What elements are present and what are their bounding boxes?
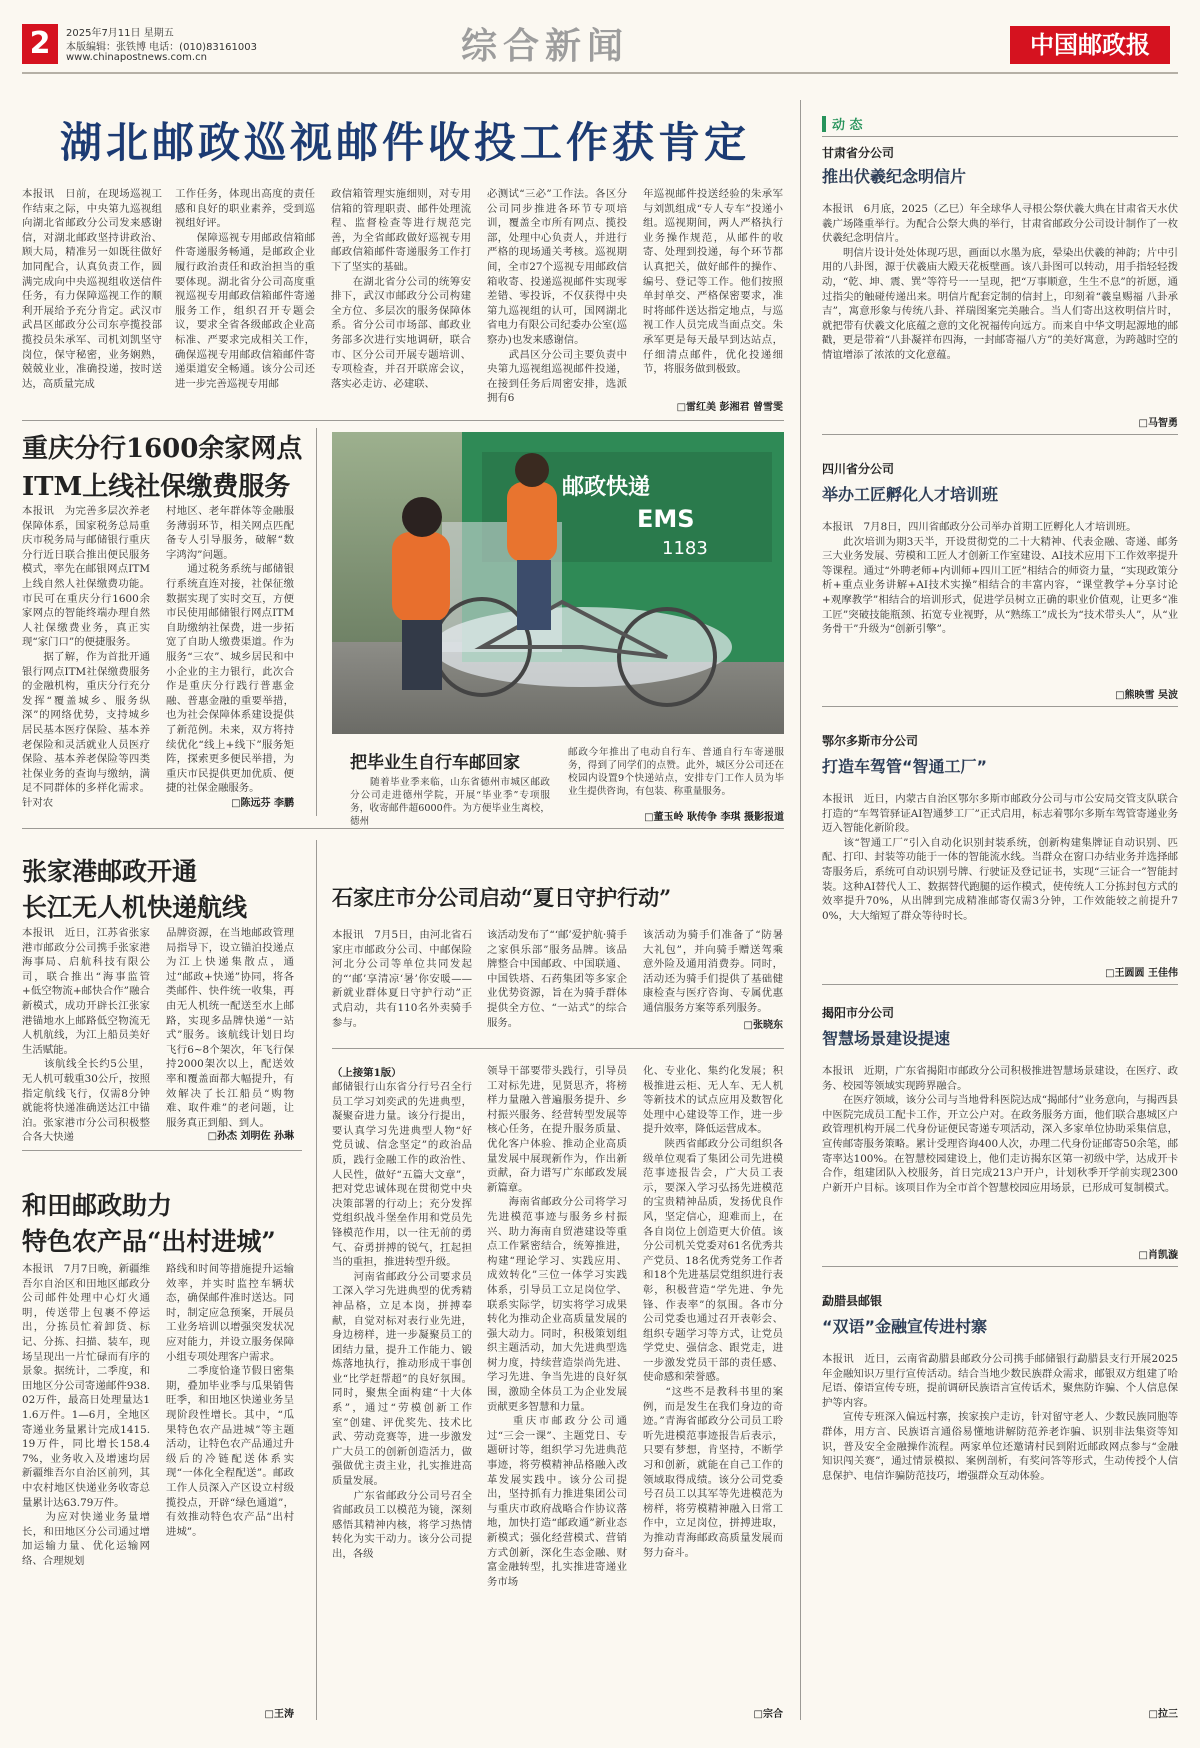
sidebar-item-1-title: 推出伏羲纪念明信片	[822, 167, 967, 186]
page-number: 2	[22, 24, 58, 64]
sjz-col-2: 该活动发布了“‘邮’爱护航·骑手之家俱乐部”服务品牌。该品牌整合中国邮政、中国联通、中国铁塔、石药集团等多家企业优势资源，旨在为骑手群体提供全方位、“一站式”的综合服务。	[487, 929, 627, 1029]
hetian-col-2: 路线和时间等措施提升运输效率，并实时监控车辆状态，确保邮件准时送达。同时，制定应急预案，开展员工业务培训以增强突发状况应对能力，并设立服务保障小组专项处理客户需求。 二季度恰逢节假日密集期，叠加毕业季与瓜果销售旺季，和田地区快递业务呈现阶段性增长。其中，“瓜果特色农产品进城”等主题活动，让特色农产品通过升级后的冷链配送体系实现“一体化全程配送”。邮政工作人员深入产区设立村级揽投点，开辟“绿色通道”，有效推动特色农产品“出村进城”。	[166, 1263, 294, 1538]
sjz-col-1: 本报讯 7月5日，由河北省石家庄市邮政分公司、中邮保险河北分公司等单位共同发起的“‘邮’享清凉‘暑’你安暖——新就业群体夏日守护行动”正式启动，共有110名外卖骑手参与。	[332, 929, 472, 1029]
chongqing-byline: □陈远芬 李鹏	[231, 798, 294, 809]
sidebar-item-4-byline: □肖凯漩	[1138, 1250, 1178, 1261]
chongqing-col-1: 本报讯 为完善多层次养老保障体系，国家税务总局重庆市税务局与邮储银行重庆分行近日联合推出便民服务模式，率先在邮银网点ITM上线自然人社保缴费功能。市民可在重庆分行1600余家网点的智能终端办理自然人社保缴费业务，真正实现“家门口”的便捷服务。 据了解，作为首批开通银行网点ITM社保缴费服务的金融机构，重庆分行充分发挥“覆盖城乡、服务纵深”的网络优势，支持城乡居民基本医疗保险、基本养老保险和灵活就业人员医疗保险、基本养老保险等四类社保业务的查询与缴纳，满足不同群体的多样化需求。针对农	[22, 505, 150, 809]
chongqing-headline-1: 重庆分行1600余家网点	[22, 434, 303, 464]
lead-headline: 湖北邮政巡视邮件收投工作获肯定	[60, 118, 751, 167]
zjg-col-1: 本报讯 近日，江苏省张家港市邮政分公司携手张家港海事局、启航科技有限公司，联合推出“海事监管+低空物流+邮快合作”融合新模式，成功开辟长江张家港锚地水上邮路低空物流无人机航线，为江上船员美好生活赋能。 该航线全长约5公里，无人机可载重30公斤，按照指定航线飞行，仅需8分钟就能将快递准确送达江中锚泊。张家港市分公司积极整合各大快递	[22, 927, 150, 1144]
photo-sign-3: 1183	[662, 538, 708, 559]
continued-byline: □宗合	[753, 1709, 783, 1720]
sidebar-item-1-city: 甘肃省分公司	[822, 146, 895, 160]
lead-col-1: 本报讯 日前，在现场巡视工作结束之际，中央第九巡视组向湖北省邮政分公司发来感谢信，对湖北邮政坚持讲政治、顾大局，精准另一如既往做好加同配合，认真负责工作，圆满完成向中央巡视组收送信件任务，有力保障巡视工作的顺利开展给予充分肯定。武汉市武昌区邮政分公司东亭揽投部揽投员朱承军、司机刘凯坚守岗位，保守秘密，业务娴熟，兢兢业业，准确投递，按时送达，高质量完成	[22, 188, 162, 390]
photo-caption-text: 随着毕业季来临，山东省德州市城区邮政分公司走进德州学院，开展“毕业季”专项服务，收寄邮件超6000件。为方便毕业生离校，德州	[350, 777, 550, 827]
zjg-headline-2: 长江无人机快递航线	[22, 893, 248, 922]
zjg-headline-1: 张家港邮政开通	[22, 857, 198, 886]
continued-col-2: 领导干部要带头践行，引导员工对标先进，见贤思齐，将榜样力量融入普遍服务提升、乡村振兴服务、经营转型发展等核心任务，在提升服务质量、优化客户体验、推动企业高质量发展中展现新作为，作出新贡献，奋力谱写广东邮政发展新篇章。 海南省邮政分公司将学习先进模范事迹与服务乡村振兴、助力海南自贸港建设等重点工作紧密结合，统筹推进，构建“理论学习、实践应用、成效转化”三位一体学习实践体系，引导员工立足岗位学、联系实际学，切实将学习成果转化为推动企业高质量发展的强大动力。同时，积极策划组织主题活动，加大先进典型选树力度，持续营造崇尚先进、学习先进、争当先进的良好氛围，激励全体员工为企业发展贡献更多智慧和力量。 重庆市邮政分公司通过“三会一课”、主题党日、专题研讨等，组织学习先进典范事迹，将劳模精神品格融入改革发展实践中。该分公司提出，坚持抓有力推进集团公司与重庆市政府战略合作协议落地，加快打造“邮政通”新业态新模式；强化经营模式、营销方式创新，深化生态金融、财富金融转型，扎实推进寄递业务市场	[487, 1065, 627, 1588]
lead-byline: □雷红美 彭湘君 曾雪雯	[676, 402, 783, 413]
zjg-col-2: 品牌资源，在当地邮政管理局指导下，设立锚泊投递点为江上快递集散点，通过“邮政+快递”协同，将各类邮件、快件统一收集，再由无人机统一配送至水上邮路，实现多品牌快递“一站式”服务。该航线计划日均飞行6~8个架次，年飞行保持2000架次以上，配送效率和覆盖面都大幅提升，有效解决了长江船员“购物难、取件难”的老问题，让服务真正到船、到人。	[166, 927, 294, 1129]
sidebar-item-2-title: 举办工匠孵化人才培训班	[822, 485, 999, 504]
website[interactable]: www.chinapostnews.com.cn	[66, 52, 207, 63]
photo-caption-text-2: 邮政今年推出了电动自行车、普通自行车寄递服务，得到了同学们的点赞。此外，城区分公司还在校园内设置9个快递站点，安排专门工作人员为毕业生提供咨询，有包装、称重量服务。	[568, 747, 784, 797]
photo-sign-1: 邮政快递	[562, 475, 651, 500]
sidebar-item-5-title: “双语”金融宣传进村寨	[822, 1317, 988, 1336]
sjz-headline: 石家庄市分公司启动“夏日守护行动”	[332, 885, 672, 910]
hetian-col-1: 本报讯 7月7日晚，新疆维吾尔自治区和田地区邮政分公司邮件处理中心灯火通明，传送带上包裹不停运出，分拣员忙着卸货、标记、分拣、扫描、装车，现场呈现出一片忙碌而有序的景象。据统计，二季度，和田地区分公司寄递邮件938.02万件，最高日处理量达11.6万件。1—6月，全地区寄递业务量累计完成1415.19万件，同比增长158.47%，业务收入及增速均居新疆维吾尔自治区前列，其中农村地区快递业务收寄总量累计达63.79万件。 为应对快递业务量增长，和田地区分公司通过增加运输力量、优化运输网络、合理规划	[22, 1263, 150, 1567]
sjz-byline: □张晓东	[743, 1020, 783, 1031]
sidebar-item-5-byline: □拉三	[1148, 1709, 1178, 1720]
sidebar-item-1-text: 本报讯 6月底，2025（乙巳）年全球华人寻根公祭伏羲大典在甘肃省天水伏羲广场隆重举行。为配合公祭大典的举行，甘肃省邮政分公司设计制作了一枚伏羲纪念明信片。 明信片设计处处体现巧思，画面以水墨为底，晕染出伏羲的神韵；片中引用的八卦图，源于伏羲庙大殿天花板壁画。该八卦图可以转动，用手指轻轻拨动，“乾、坤、震、巽”等符号一一呈现，把“万事顺意，生生不息”的祈愿，通过指尖的触碰传递出来。明信片配套定制的信封上，印刻着“羲皇赐福 八卦承吉”，寓意形象与传统八卦、祥瑞图案完美融合。当人们寄出这枚明信片时，就把带有伏羲文化底蕴之意的文化祝福传向远方。而来自中华文明起源地的邮戳，更是带着“八卦凝祥布四海，一封邮寄福八方”的美好寓意，为跨越时空的情谊增添了浓浓的文化意蕴。	[822, 203, 1178, 361]
lead-col-4: 必测试“三必”工作法。各区分公司同步推进各环节专项培训，覆盖全市所有网点、揽投部，处理中心负责人，并进行严格的现场通关考核。巡视期间，全市27个巡视专用邮政信箱收寄、投递巡视邮件实现零差错、零投诉，不仅获得中央第九巡视组的认可，国网湖北省电力有限公司纪委办公室(巡察办)也发来感谢信。 武昌区分公司主要负责中央第九巡视组巡视邮件投递，在接到任务后周密安排，选派拥有6	[487, 188, 627, 405]
sidebar-item-2-byline: □熊映雪 吴波	[1115, 690, 1178, 701]
hetian-headline-1: 和田邮政助力	[22, 1191, 173, 1220]
sidebar-item-4-text: 本报讯 近期，广东省揭阳市邮政分公司积极推进智慧场景建设，在医疗、政务、校园等领域实现跨界融合。 在医疗领域，该分公司与当地骨科医院达成“揭邮付”业务意向，与揭西县中医院完成员工配卡工作，开立公户对。在政务服务方面，他们联合惠城区户政管理机构开展二代身份证便民寄递专项活动，深入多家单位协助采集信息，宣传邮寄服务策略。累计受理咨询400人次，办理二代身份证邮寄50余笔，邮寄率达100%。在智慧校园建设上，他们走访揭东区第一初级中学，达成开卡合作，组建团队入校服务，首日完成213户开户，计划秋季开学前实现2300户新开户目标。该项目作为全市首个智慧校园应用场景，已形成可复制模式。	[822, 1065, 1178, 1194]
sjz-col-3: 该活动为骑手们准备了“防暑大礼包”，并向骑手赠送驾乘意外险及通用消费券。同时，活动还为骑手们提供了基础健康检查与医疗咨询、专属优惠通信服务方案等系列服务。	[643, 929, 783, 1014]
chongqing-headline-2: ITM上线社保缴费服务	[22, 472, 291, 502]
sidebar-label: 动 态	[832, 118, 863, 133]
sidebar-item-3-text: 本报讯 近日，内蒙古自治区鄂尔多斯市邮政分公司与市公安局交管支队联合打造的“车驾管驿证AI智通梦工厂”正式启用，标志着鄂尔多斯车驾管寄递业务迈入智能化新阶段。 该“智通工厂”引入自动化识别封装系统，创新构建集牌证自动识别、匹配、打印、封装等功能于一体的智能流水线。当群众在窗口办结业务并选择邮寄服务后，系统可自动识别号牌、行驶证及登记证书，实现“三证合一”智能封装。这种AI替代人工、数据替代跑腿的运作模式，使传统人工分拣封包方式的效率提升70%，从出牌到完成精准邮寄仅需3分钟，工作效能较之前提升70%，大大缩短了群众等待时长。	[822, 793, 1178, 922]
sidebar-item-2-city: 四川省分公司	[822, 462, 895, 476]
sidebar-label-marker	[822, 116, 826, 132]
sidebar-item-5-text: 本报讯 近日，云南省勐腊县邮政分公司携手邮储银行勐腊县支行开展2025年金融知识万里行宣传活动。结合当地少数民族群众需求，邮银双方组建了哈尼语、傣语宣传专班，提前调研民族语言宣传话术，聚焦防诈骗、个人信息保护等内容。 宣传专班深入偏远村寨，挨家挨户走访，针对留守老人、少数民族同胞等群体，用方言、民族语言通俗易懂地讲解防范养老诈骗、识别非法集资等知识，普及安全金融操作流程。两家单位还邀请村民到附近邮政网点参与“金融知识闯关赛”，通过情景模拟、案例剖析，有奖问答等形式，生动传授个人信息保护、电信诈骗防范技巧，增强群众互动体验。	[822, 1353, 1178, 1482]
paper-logo: 中国邮政报	[1010, 26, 1170, 64]
news-photo	[332, 432, 784, 734]
photo-byline: □董玉岭 耿传争 李琪 摄影报道	[644, 812, 784, 823]
hetian-byline: □王涛	[264, 1709, 294, 1720]
sidebar-item-3-byline: □王圆圆 王佳伟	[1105, 968, 1178, 979]
sidebar-item-3-city: 鄂尔多斯市分公司	[822, 734, 919, 748]
photo-illustration	[332, 432, 784, 734]
sidebar-item-5-city: 勐腊县邮银	[822, 1294, 883, 1308]
section-title: 综合新闻	[460, 25, 629, 67]
photo-sign-2: EMS	[637, 505, 695, 533]
sidebar-item-1-byline: □马智勇	[1138, 418, 1178, 429]
sidebar-item-3-title: 打造车驾管“智通工厂”	[822, 757, 988, 776]
sidebar-item-4-title: 智慧场景建设提速	[822, 1029, 951, 1048]
photo-caption-title: 把毕业生自行车邮回家	[350, 753, 520, 773]
lead-col-2: 工作任务，体现出高度的责任感和良好的职业素养，受到巡视组好评。 保障巡视专用邮政信箱邮件寄递服务畅通，是邮政企业履行政治责任和政治担当的重要体现。湖北省分公司高度重视巡视专用邮政信箱邮件寄递服务工作，组织召开专题会议，要求全省各级邮政企业高标准、严要求完成相关工作，确保巡视专用邮政信箱邮件寄递渠道安全畅通。该分公司还进一步完善巡视专用邮	[175, 188, 315, 390]
continued-col-1: 邮储银行山东省分行号召全行员工学习刘奕武的先进典型，凝聚奋进力量。该分行提出，要认真学习先进典型人物“好党员诚、信念坚定”的政治品质，践行金融工作的政治性、人民性，做好“五篇大文章”，把对党忠诚体现在贯彻党中央决策部署的行动上；充分发挥党组织战斗堡垒作用和党员先锋模范作用，以一往无前的勇气、奋勇拼搏的锐气，扛起担当的重担，推进转型升级。 河南省邮政分公司要求员工深入学习先进典型的优秀精神品格，立足本岗，拼搏奉献，自觉对标对表行业先进，身边榜样，进一步凝聚员工的团结力量，提升工作能力、锻炼落地执行，推动形成干事创业“比学赶帮超”的良好氛围。同时，聚焦全面构建“十大体系”，通过“劳模创新工作室”创建、评优奖先、技术比武、劳动竞赛等，进一步激发广大员工的创新创造活力，做强做优主责主业，扎实推进高质量发展。 广东省邮政分公司号召全省邮政员工以模范为镜，深刻感悟其精神内核，将学习热情转化为实干动力。该分公司提出，各级	[332, 1081, 472, 1560]
date-line: 2025年7月11日 星期五	[66, 28, 174, 39]
sidebar-item-2-text: 本报讯 7月8日，四川省邮政分公司举办首期工匠孵化人才培训班。 此次培训为期3天半，开设贯彻党的二十大精神、代表金融、寄递、邮务三大业务发展、劳模和工匠人才创新工作室建设、AI技术应用下工作效率提升等课程。通过“外聘老师+内训师+四川工匠”相结合的师资力量，“实现政策分析+重点业务讲解+AI技术实操”相结合的丰富内容，“课堂教学+分享讨论+观摩教学”相结合的培训形式，促进学员树立正确的职业价值观，让更多“准工匠”突破技能瓶颈、拓宽专业视野，从“熟练工”成长为“技术带头人”，从“业务骨干”升级为“创新引擎”。	[822, 521, 1178, 636]
masthead-rule	[22, 72, 1178, 74]
zjg-byline: □孙杰 刘明佐 孙琳	[207, 1131, 294, 1142]
lead-col-5: 年巡视邮件投送经验的朱承军与刘凯组成“专人专车”投递小组。巡视期间，两人严格执行业务操作规范，从邮件的收寄、处理到投递，每个环节都认真把关，做好邮件的操作、编号、登记等工作。他们按照单封单交、严格保密要求，准时将邮件送达指定地点，与巡视工作人员完成当面点交。朱承军更是每天最早到达站点，仔细清点邮件，优化投递细节，将服务做到极致。	[643, 188, 783, 376]
sidebar-item-4-city: 揭阳市分公司	[822, 1006, 895, 1020]
continued-label: （上接第1版）	[332, 1067, 402, 1079]
editor-line: 本版编辑：张铁博 电话：(010)83161003	[66, 42, 257, 53]
hetian-headline-2: 特色农产品“出村进城”	[22, 1227, 276, 1256]
chongqing-col-2: 村地区、老年群体等金融服务薄弱环节，相关网点匹配备专人引导服务，破解“数字鸿沟”问题。 通过税务系统与邮储银行系统直连对接，社保征缴数据实现了实时交互，方便市民使用邮储银行网点ITM自助缴纳社保费，进一步拓宽了自助人缴费渠道。作为服务“三农”、城乡居民和中小企业的主力银行，此次合作是重庆分行践行普惠金融、普惠金融的重要举措，也为社会保障体系建设提供了新范例。未来，双方将持续优化“线上+线下”服务矩阵，探索更多便民举措，为重庆市民提供更加优质、便捷的社保金融服务。	[166, 505, 294, 795]
continued-col-3: 化、专业化、集约化发展；积极推进云柜、无人车、无人机等新技术的试点应用及数智化处理中心建设等工作，进一步提升效率，降低运营成本。 陕西省邮政分公司组织各级单位观看了集团公司先进模范事迹报告会，广大员工表示，要深入学习弘扬先进模范的宝贵精神品质，发扬优良作风，坚定信心，迎难而上，在各自岗位上创造更大价值。该分公司机关党委对61名优秀共产党员、18名优秀党务工作者和18个先进基层党组织进行表彰，积极营造“学先进、争先锋、作表率”的氛围。各市分公司党委也通过召开表彰会、组织专题学习等方式，让党员学党史、强信念、跟党走，进一步激发党员干部的责任感、使命感和荣誉感。 “这些不是教科书里的案例，而是发生在我们身边的奇迹。”青海省邮政分公司员工聆听先进模范事迹报告后表示，只要有梦想，肯坚持，不断学习和创新，就能在自己工作的领域取得成绩。该分公司党委号召员工以其军等先进模范为榜样，将劳模精神融入日常工作中，立足岗位，拼搏进取，为推动青海邮政高质量发展而努力奋斗。	[643, 1065, 783, 1559]
lead-col-3: 政信箱管理实施细则，对专用信箱的管理职责、邮件处理流程、监督检查等进行规范完善，为全省邮政做好巡视专用邮政信箱邮件寄递服务工作打下了坚实的基础。 在湖北省分公司的统筹安排下，武汉市邮政分公司构建全方位、多层次的服务保障体系。省分公司市场部、邮政业务部多次进行实地调研，联合市、区分公司开展专题培训、专项检查，并召开联席会议，落实必走访、必建联、	[331, 188, 471, 390]
